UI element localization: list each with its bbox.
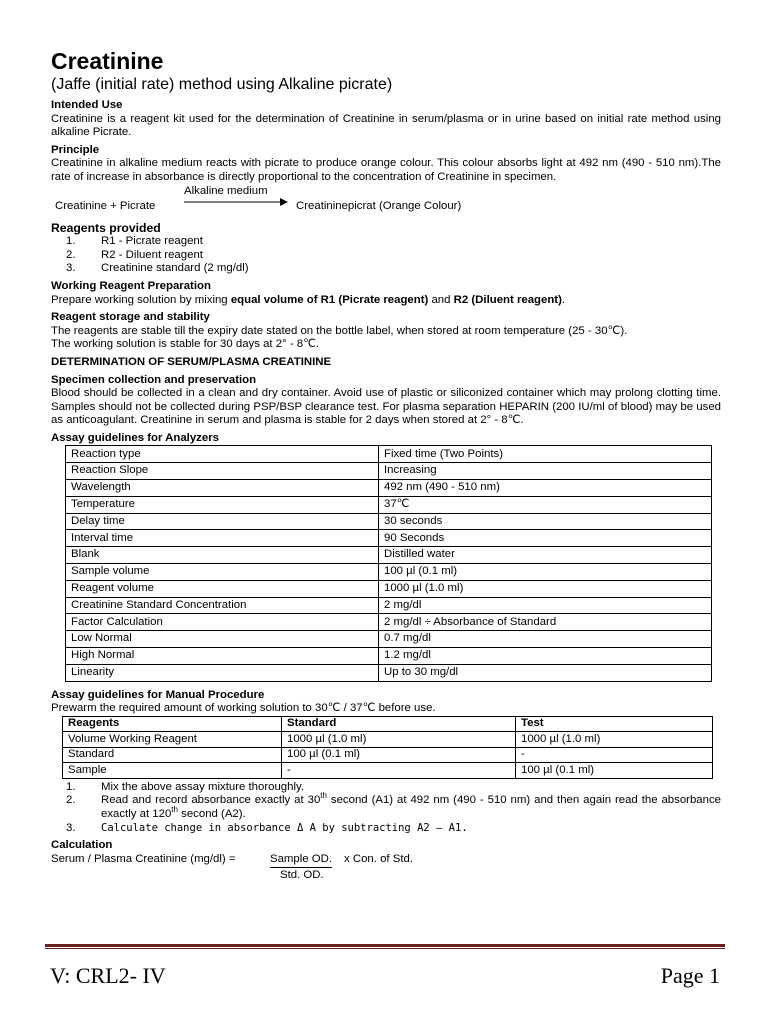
reaction-equation (51, 185, 721, 219)
calculation-heading: Calculation (51, 839, 113, 852)
table-row: Creatinine Standard Concentration 2 mg/dl (66, 597, 712, 614)
reagents-list (51, 235, 721, 276)
procedure-steps (51, 781, 721, 835)
table-row: Linearity Up to 30 mg/dl (66, 664, 712, 681)
table-row: Reaction Slope Increasing (66, 463, 712, 480)
table-row: Reaction type Fixed time (Two Points) (66, 446, 712, 463)
analyzer-heading: Assay guidelines for Analyzers (51, 431, 219, 444)
working-prep-heading: Working Reagent Preparation (51, 279, 211, 292)
specimen-heading: Specimen collection and preservation (51, 373, 257, 386)
document-subtitle: (Jaffe (initial rate) method using Alkaline picrate) (51, 76, 393, 93)
principle-heading: Principle (51, 143, 100, 156)
list-item: 3. Calculate change in absorbance Δ A by subtracting A2 – A1. (66, 821, 468, 834)
reactants: Creatinine + Picrate (55, 199, 156, 212)
table-row: Standard 100 µl (0.1 ml) - (63, 747, 713, 763)
manual-table (62, 716, 713, 779)
manual-intro: Prewarm the required amount of working solution to 30℃ / 37℃ before use. (51, 702, 436, 715)
table-row: Reagent volume 1000 µl (1.0 ml) (66, 580, 712, 597)
table-row: Blank Distilled water (66, 547, 712, 564)
list-item: 1. Mix the above assay mixture thoroughly. (66, 780, 305, 793)
table-row: Volume Working Reagent 1000 µl (1.0 ml) 1000 µl (1.0 ml) (63, 732, 713, 748)
footer-rule-thin (45, 948, 725, 949)
determination-heading: DETERMINATION OF SERUM/PLASMA CREATININE (51, 355, 332, 368)
products: Creatininepicrat (Orange Colour) (296, 199, 462, 212)
table-row: Sample - 100 µl (0.1 ml) (63, 763, 713, 779)
analyzer-table (65, 445, 712, 681)
document-title: Creatinine (51, 48, 164, 74)
list-item: 1. R1 - Picrate reagent (66, 235, 203, 248)
table-row: Temperature 37℃ (66, 496, 712, 513)
table-row: Sample volume 100 µl (0.1 ml) (66, 564, 712, 581)
version-label: V: CRL2- IV (50, 963, 166, 988)
storage-line-2: The working solution is stable for 30 days at 2° - 8℃. (51, 338, 320, 351)
table-header-row: Reagents Standard Test (63, 716, 713, 732)
calculation-formula (51, 853, 721, 887)
specimen-text: Blood should be collected in a clean and dry container. Avoid use of plastic or siliconized container which may prolong clotting time. Samples should not be collected during PSP/BSP clearance test. For plasma separation HEPARIN (200 IU/ml of blood) may be used as anticoagulant. Creatinine in serum and plasma is stable for 2 days when stored at 2° - 8℃. (51, 387, 721, 427)
storage-line-1: The reagents are stable till the expiry date stated on the bottle label, when stored at room temperature (25 - 30℃). (51, 324, 628, 337)
table-row: Factor Calculation 2 mg/dl ÷ Absorbance of Standard (66, 614, 712, 631)
storage-heading: Reagent storage and stability (51, 311, 210, 324)
footer-rule (45, 944, 725, 947)
formula-numerator: Sample OD. (270, 853, 332, 869)
formula-denominator: Std. OD. (280, 868, 324, 881)
intended-use-text: Creatinine is a reagent kit used for the determination of Creatinine in serum/plasma or in urine based on initial rate method using alkaline Picrate. (51, 112, 721, 139)
table-row: Wavelength 492 nm (490 - 510 nm) (66, 480, 712, 497)
table-row: High Normal 1.2 mg/dl (66, 648, 712, 665)
intended-use-heading: Intended Use (51, 99, 123, 111)
table-row: Low Normal 0.7 mg/dl (66, 631, 712, 648)
principle-text: Creatinine in alkaline medium reacts with picrate to produce orange colour. This colour absorbs light at 492 nm (490 - 510 nm).The rate of increase in absorbance is directly proportional to the concentration of Creatinine in specimen. (51, 157, 721, 183)
working-prep-text: Prepare working solution by mixing equal volume of R1 (Picrate reagent) and R2 (Diluent reagent). (51, 293, 566, 306)
table-row: Delay time 30 seconds (66, 513, 712, 530)
table-row: Interval time 90 Seconds (66, 530, 712, 547)
list-item: 2. Read and record absorbance exactly at 30th second (A1) at 492 nm (490 - 510 nm) and then again read the absorbance exactly at 120th second (A2). (66, 791, 721, 820)
formula-multiplier: x Con. of Std. (344, 852, 414, 865)
reagents-heading: Reagents provided (51, 220, 161, 235)
page-number: Page 1 (660, 963, 720, 988)
list-item: 3. Creatinine standard (2 mg/dl) (66, 262, 249, 275)
formula-label: Serum / Plasma Creatinine (mg/dl) = (51, 852, 236, 865)
arrow-label: Alkaline medium (184, 184, 268, 197)
manual-heading: Assay guidelines for Manual Procedure (51, 688, 265, 701)
document-body (51, 48, 721, 887)
reaction-arrow-icon (184, 198, 288, 206)
list-item: 2. R2 - Diluent reagent (66, 248, 203, 261)
